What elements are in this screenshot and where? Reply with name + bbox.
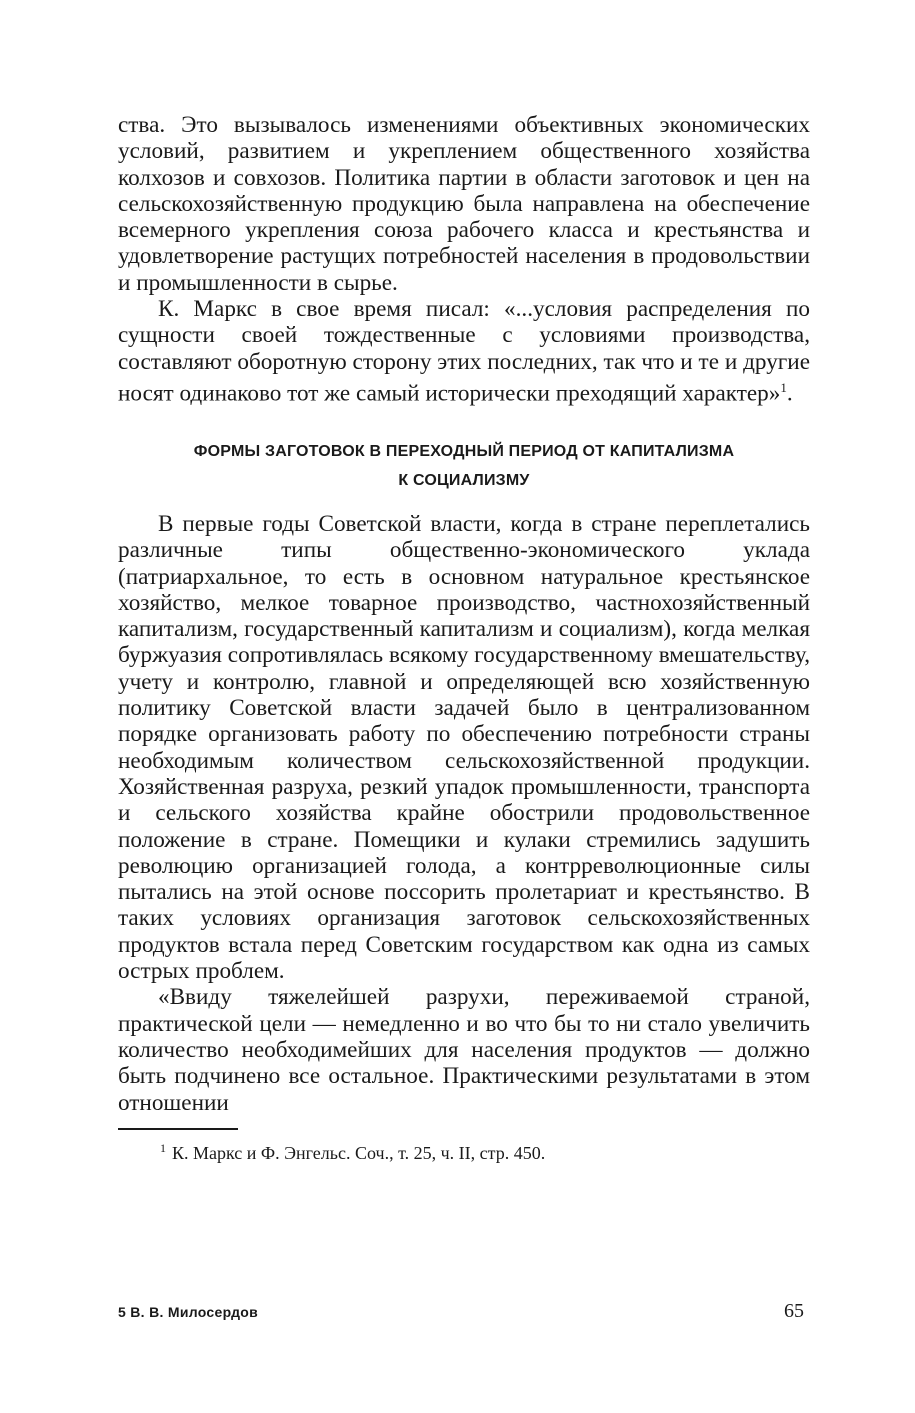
footnote-reference: 1 (780, 379, 787, 395)
footnote-divider (118, 1128, 238, 1130)
section-heading (118, 437, 810, 495)
page-number: 65 (784, 1300, 804, 1322)
footnote-text: К. Маркс и Ф. Энгельс. Соч., т. 25, ч. II, стр. 450. (172, 1142, 546, 1163)
page-body (118, 112, 810, 1165)
footnote (118, 1136, 810, 1165)
page-footer (118, 1300, 804, 1323)
printer-signature: 5 В. В. Милосердов (118, 1304, 259, 1320)
section-heading-line-1: ФОРМЫ ЗАГОТОВОК В ПЕРЕХОДНЫЙ ПЕРИОД ОТ КАПИТАЛИЗМА (193, 443, 735, 460)
paragraph-1: ства. Это вызывалось изменениями объективных экономических условий, развитием и укреплением общественного хозяйства колхозов и совхозов. Политика партии в области заготовок и цен на сельскохозяйственную продукцию была направлена на обеспечение всемерного укрепления союза рабочего класса и крестьянства и удовлетворение растущих потребностей населения в продовольствии и промышленности в сырье. (118, 112, 810, 296)
section-heading-line-2: К СОЦИАЛИЗМУ (398, 472, 530, 489)
quote-text: К. Маркс в свое время писал: «...условия распределения по сущности своей тождественные с условиями производства, составляют оборотную сторону этих последних, так что и те и другие носят одинаково тот же самый исторически преходящий характер» (118, 296, 810, 407)
paragraph-3: В первые годы Советской власти, когда в стране переплетались различные типы общественно-экономического уклада (патриархальное, то есть в основном натуральное крестьянское хозяйство, мелкое товарное производство, частнохозяйственный капитализм, государственный капитализм и социализм), когда мелкая буржуазия сопротивлялась всякому государственному вмешательству, учету и контролю, главной и определяющей всю хозяйственную политику Советской власти задачей было в централизованном порядке организовать работу по обеспечению потребности страны необходимым количеством сельскохозяйственной продукции. Хозяйственная разруха, резкий упадок промышленности, транспорта и сельского хозяйства крайне обострили продовольственное положение в стране. Помещики и кулаки стремились задушить революцию организацией голода, а контрреволюционные силы пытались на этой основе поссорить пролетариат и крестьянство. В таких условиях организация заготовок сельскохозяйственных продуктов встала перед Советским государством как одна из самых острых проблем. (118, 511, 810, 985)
quote-tail: . (786, 380, 793, 407)
footnote-mark: 1 (160, 1140, 166, 1155)
paragraph-4: «Ввиду тяжелейшей разрухи, переживаемой страной, практической цели — немедленно и во что бы то ни стало увеличить количество необходимейших для населения продуктов — должно быть подчинено все остальное. Практическими результатами в этом отношении (118, 984, 810, 1116)
paragraph-2-marx-quote (118, 296, 810, 407)
